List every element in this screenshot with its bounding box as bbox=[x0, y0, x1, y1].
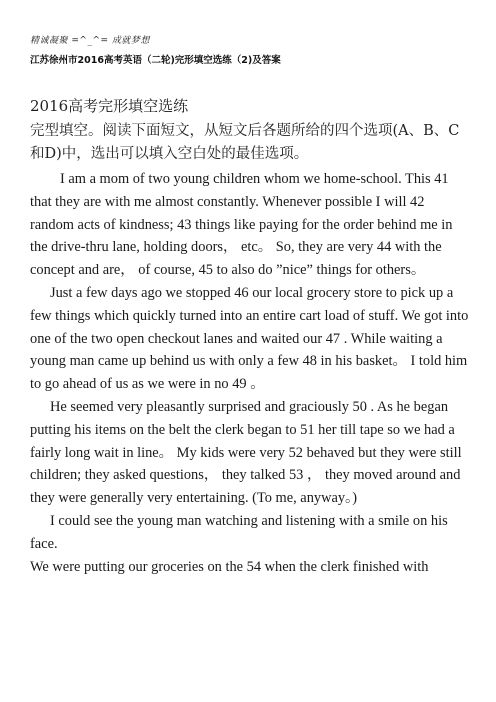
passage-paragraph-4: I could see the young man watching and listening with a smile on his face. bbox=[30, 512, 448, 552]
passage-paragraph-5: We were putting our groceries on the 54 when the clerk finished with bbox=[30, 558, 429, 575]
header-motto: 精诚凝聚 =^_^= 成就梦想 bbox=[30, 36, 150, 46]
passage bbox=[30, 168, 470, 578]
passage-paragraph-1: I am a mom of two young children whom we home-school. This 41 that they are with me almost constantly. Whenever possible I will 42 random acts of kindness; 43 things like paying for the order behind me in the drive-thru lane, holding doors， etc。 So, they are very 44 with the concept and are， of course, 45 to also do ”nice” things for others。 bbox=[30, 171, 453, 279]
section-title: 2016高考完形填空选练 bbox=[30, 97, 189, 115]
document-title: 江苏徐州市2016高考英语（二轮)完形填空选练（2)及答案 bbox=[30, 55, 281, 66]
passage-paragraph-2: Just a few days ago we stopped 46 our local grocery store to pick up a few things which quickly turned into an entire cart load of stuff. We got into one of the two open checkout lanes and waited our 47 . While waiting a young man came up behind us with only a few 48 in his basket。 I told him to go ahead of us as we were in no 49 。 bbox=[30, 284, 469, 393]
passage-paragraph-3: He seemed very pleasantly surprised and graciously 50 . As he began putting his items on the belt the clerk began to 51 her till tape so we had a fairly long wait in line。 My kids were very 52 behaved but they were still children; they asked questions， they talked 53 ， they moved around and they were generally very entertaining. (To me, anyway。) bbox=[30, 398, 462, 507]
instruction-text: 完型填空。阅读下面短文，从短文后各题所给的四个选项(A、B、C和D)中，选出可以填入空白处的最佳选项。 bbox=[30, 123, 460, 162]
